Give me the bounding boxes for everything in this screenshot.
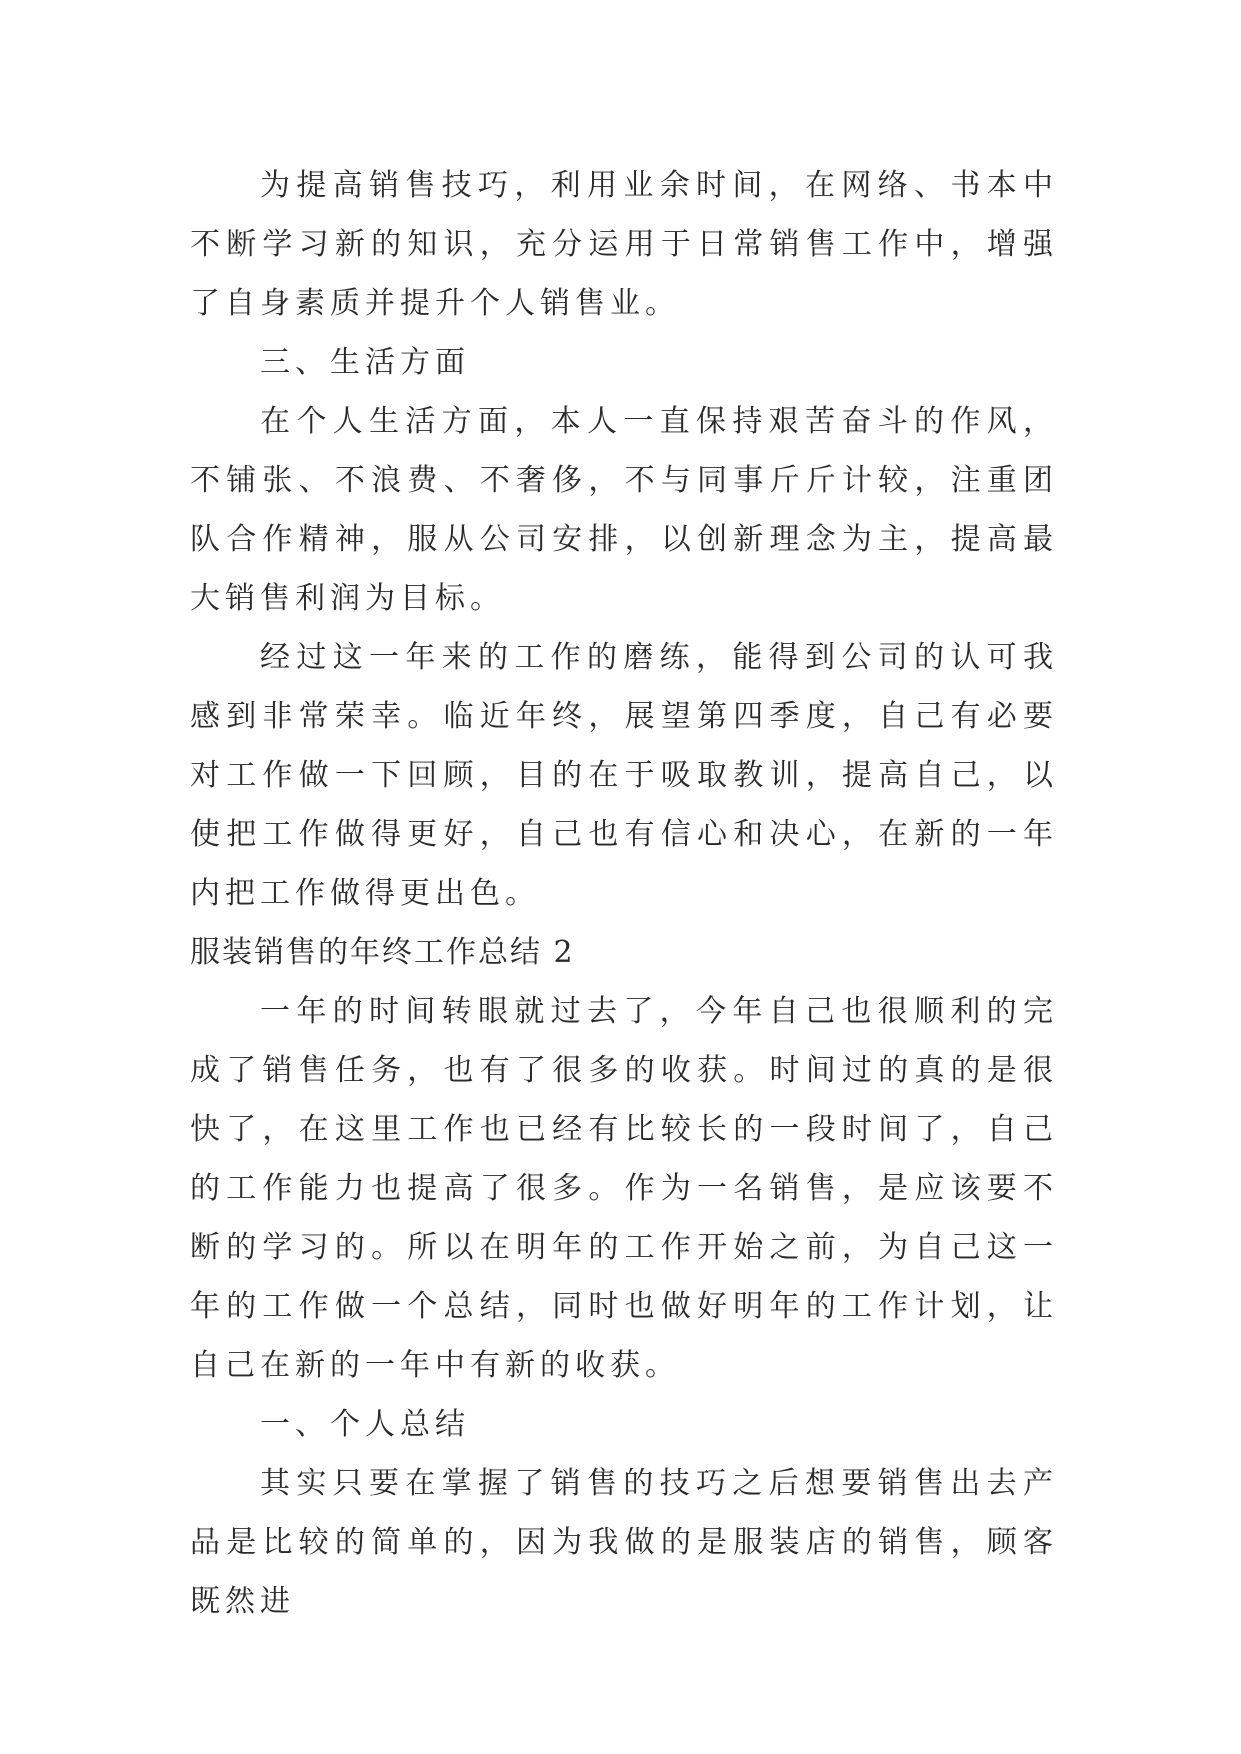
paragraph-personal-summary: 其实只要在掌握了销售的技巧之后想要销售出去产品是比较的简单的，因为我做的是服装店的销售，顾客既然进 bbox=[190, 1466, 1058, 1619]
paragraph-personal-life: 在个人生活方面，本人一直保持艰苦奋斗的作风，不铺张、不浪费、不奢侈，不与同事斤斤计较，注重团队合作精神，服从公司安排，以创新理念为主，提高最大销售利润为目标。 bbox=[190, 404, 1058, 616]
section-heading-personal-summary: 一、个人总结 bbox=[260, 1407, 470, 1442]
paragraph-sales-skills: 为提高销售技巧，利用业余时间，在网络、书本中不断学习新的知识，充分运用于日常销售工作中，增强了自身素质并提升个人销售业。 bbox=[190, 168, 1058, 321]
paragraph-year-review: 经过这一年来的工作的磨练，能得到公司的认可我感到非常荣幸。临近年终，展望第四季度，自己有必要对工作做一下回顾，目的在于吸取教训，提高自己，以使把工作做得更好，自己也有信心和决心，在新的一年内把工作做得更出色。 bbox=[190, 640, 1058, 911]
document-body bbox=[190, 156, 1058, 1631]
section-heading-life: 三、生活方面 bbox=[260, 345, 470, 380]
article-title-2: 服装销售的年终工作总结 2 bbox=[190, 935, 575, 970]
paragraph-intro-2: 一年的时间转眼就过去了，今年自己也很顺利的完成了销售任务，也有了很多的收获。时间过的真的是很快了，在这里工作也已经有比较长的一段时间了，自己的工作能力也提高了很多。作为一名销售，是应该要不断的学习的。所以在明年的工作开始之前，为自己这一年的工作做一个总结，同时也做好明年的工作计划，让自己在新的一年中有新的收获。 bbox=[190, 994, 1058, 1383]
